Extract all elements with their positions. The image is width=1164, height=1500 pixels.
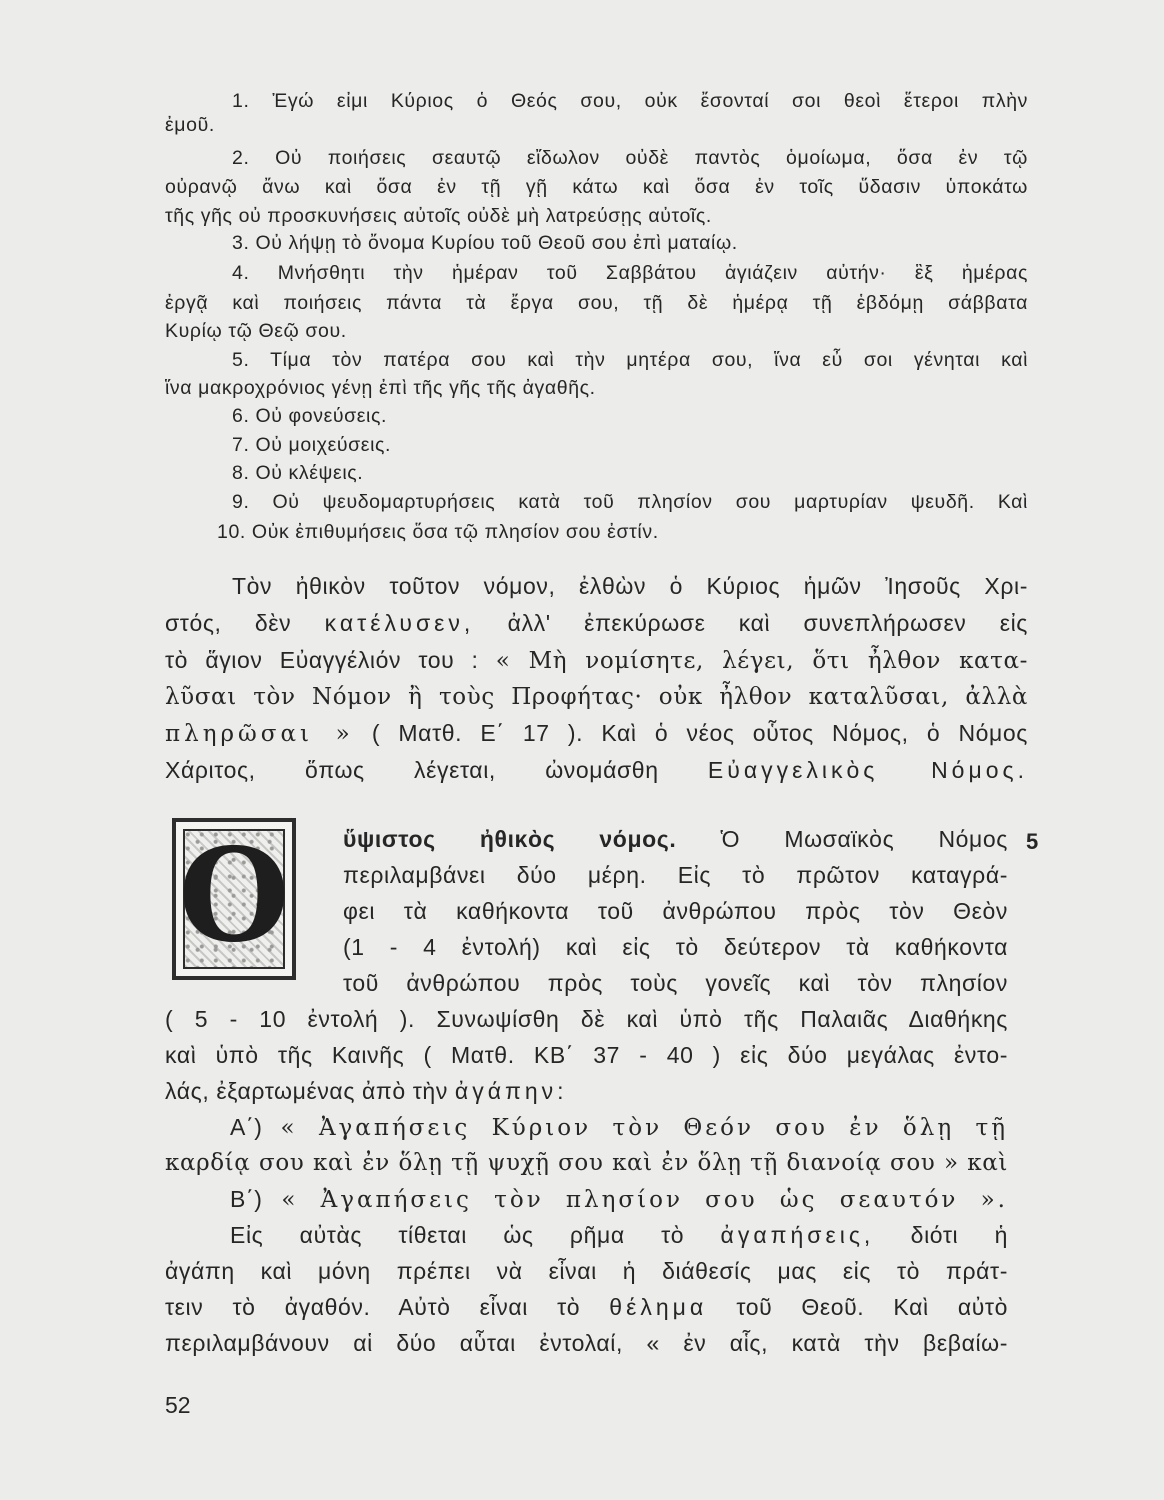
text-span: ( Ματθ. Ε΄ 17 ). Καὶ ὁ νέος οὗτος Νόμος, ὁ Νόμος xyxy=(371,720,1028,746)
paragraph-line xyxy=(165,720,1028,747)
commandment-line: 4. Μνήσθητι τὴν ἡμέραν τοῦ Σαββάτου ἁγιάζειν αὐτήν· ἓξ ἡμέρας xyxy=(232,262,1028,284)
paragraph-line: Τὸν ἠθικὸν τοῦτον νόμον, ἐλθὼν ὁ Κύριος ἡμῶν Ἰησοῦς Χρι- xyxy=(232,573,1028,599)
section-line: ( 5 - 10 ἐντολή ). Συνωψίσθη δὲ καὶ ὑπὸ τῆς Παλαιᾶς Διαθήκης xyxy=(165,1006,1008,1032)
section-line xyxy=(343,826,1008,853)
spaced-word: Εὐαγγελικὸς Νόμος. xyxy=(707,757,1028,783)
quote-span: « Ἀγαπήσεις Κύριον τὸν Θεόν σου ἐν ὅλῃ τῇ xyxy=(280,1115,1008,1141)
commandment-line: 6. Οὐ φονεύσεις. xyxy=(232,405,388,427)
commandment-line: ἵνα μακροχρόνιος γένῃ ἐπὶ τῆς γῆς τῆς ἀγαθῆς. xyxy=(165,377,596,399)
commandment-line: ἐμοῦ. xyxy=(165,114,215,136)
text-span: ἀλλ' ἐπεκύρωσε καὶ συνεπλήρωσεν εἰς xyxy=(507,610,1028,636)
section-line: φει τὰ καθήκοντα τοῦ ἀνθρώπου πρὸς τὸν Θεὸν xyxy=(343,898,1008,924)
quote-span: « Μὴ νομίσητε, λέγει, ὅτι ἦλθον κατα- xyxy=(495,648,1029,674)
text-span: τοῦ Θεοῦ. Καὶ αὐτὸ xyxy=(736,1294,1008,1320)
section-line: καὶ ὑπὸ τῆς Καινῆς ( Ματθ. ΚΒ΄ 37 - 40 ) εἰς δύο μεγάλας ἐντο- xyxy=(165,1042,1008,1068)
commandment-line: 1. Ἐγώ εἰμι Κύριος ὁ Θεός σου, οὐκ ἔσονταί σοι θεοὶ ἕτεροι πλὴν xyxy=(232,90,1028,112)
section-line: ἀγάπη καὶ μόνη πρέπει νὰ εἶναι ἡ διάθεσίς μας εἰς τὸ πράτ- xyxy=(165,1258,1008,1284)
section-line: περιλαμβάνει δύο μέρη. Εἰς τὸ πρῶτον καταγρά- xyxy=(343,862,1008,888)
page-number: 52 xyxy=(165,1392,191,1418)
section-line xyxy=(230,1114,1008,1141)
text-span: λάς, ἐξαρτωμένας ἀπὸ τὴν xyxy=(165,1078,448,1104)
quote-span: « Ἀγαπήσεις τὸν πλησίον σου ὡς σεαυτόν ». xyxy=(281,1187,1008,1213)
spaced-word: θέλημα xyxy=(609,1294,708,1320)
section-line xyxy=(165,1078,568,1105)
paragraph-line: λῦσαι τὸν Νόμον ἢ τοὺς Προφήτας· οὐκ ἦλθον καταλῦσαι, ἀλλὰ xyxy=(165,684,1028,710)
text-span: τειν τὸ ἀγαθόν. Αὐτὸ εἶναι τὸ xyxy=(165,1294,581,1320)
commandment-line: τῆς γῆς οὐ προσκυνήσεις αὐτοῖς οὐδὲ μὴ λατρεύσῃς αὐτοῖς. xyxy=(165,205,712,227)
section-heading: ὕψιστος ἠθικὸς νόμος. xyxy=(343,826,677,852)
text-span: Χάριτος, ὅπως λέγεται, ὠνομάσθη xyxy=(165,757,659,783)
text-span: Β΄) xyxy=(230,1186,263,1212)
section-line xyxy=(230,1222,1008,1249)
spaced-word: ἀγαπήσεις, xyxy=(720,1222,875,1248)
section-line xyxy=(165,1294,1008,1321)
spaced-word: πληρῶσαι » xyxy=(165,721,354,747)
commandment-line: Κυρίῳ τῷ Θεῷ σου. xyxy=(165,320,347,342)
section-line: περιλαμβάνουν αἱ δύο αὗται ἐντολαί, « ἐν αἷς, κατὰ τὴν βεβαίω- xyxy=(165,1330,1008,1356)
section-line: (1 - 4 ἐντολή) καὶ εἰς τὸ δεύτερον τὰ καθήκοντα xyxy=(343,934,1008,960)
paragraph-line xyxy=(165,610,1028,637)
text-span: Α΄) xyxy=(230,1114,263,1140)
commandment-line: οὐρανῷ ἄνω καὶ ὅσα ἐν τῇ γῇ κάτω καὶ ὅσα ἐν τοῖς ὕδασιν ὑποκάτω xyxy=(165,176,1028,198)
section-line xyxy=(230,1186,1008,1213)
commandment-line: ἐργᾷ καὶ ποιήσεις πάντα τὰ ἔργα σου, τῇ δὲ ἡμέρᾳ τῇ ἑβδόμῃ σάββατα xyxy=(165,292,1028,314)
text-span: στός, δὲν xyxy=(165,610,292,636)
text-span: Ὁ Μωσαϊκὸς Νόμος xyxy=(720,826,1008,852)
text-span: διότι ἡ xyxy=(910,1222,1008,1248)
commandment-line: 5. Τίμα τὸν πατέρα σου καὶ τὴν μητέρα σου, ἵνα εὖ σοι γένηται καὶ xyxy=(232,349,1028,371)
text-span: Εἰς αὐτὰς τίθεται ὡς ρῆμα τὸ xyxy=(230,1222,685,1248)
commandment-line: 8. Οὐ κλέψεις. xyxy=(232,462,364,484)
commandment-line: 9. Οὐ ψευδομαρτυρήσεις κατὰ τοῦ πλησίον σου μαρτυρίαν ψευδῆ. Καὶ xyxy=(232,491,1028,513)
commandment-line: 2. Οὐ ποιήσεις σεαυτῷ εἴδωλον οὐδὲ παντὸς ὁμοίωμα, ὅσα ἐν τῷ xyxy=(232,147,1028,169)
margin-number: 5 xyxy=(1026,829,1039,854)
commandment-line: 10. Οὐκ ἐπιθυμήσεις ὅσα τῷ πλησίον σου ἐστίν. xyxy=(217,521,659,543)
decorative-initial xyxy=(172,818,296,980)
initial-letter: O xyxy=(178,821,290,971)
section-line: καρδίᾳ σου καὶ ἐν ὅλῃ τῇ ψυχῇ σου καὶ ἐν ὅλῃ τῇ διανοίᾳ σου » καὶ xyxy=(165,1150,1008,1176)
spaced-word: κατέλυσεν, xyxy=(324,610,475,636)
paragraph-line xyxy=(165,647,1028,674)
commandment-line: 3. Οὐ λήψῃ τὸ ὄνομα Κυρίου τοῦ Θεοῦ σου ἐπὶ ματαίῳ. xyxy=(232,232,738,254)
text-span: τὸ ἅγιον Εὐαγγέλιόν του : xyxy=(165,647,479,673)
paragraph-line xyxy=(165,757,1028,784)
spaced-word: ἀγάπην: xyxy=(454,1078,568,1104)
commandment-line: 7. Οὐ μοιχεύσεις. xyxy=(232,434,392,456)
initial-ornament xyxy=(178,821,290,971)
section-line: τοῦ ἀνθρώπου πρὸς τοὺς γονεῖς καὶ τὸν πλησίον xyxy=(343,970,1008,996)
